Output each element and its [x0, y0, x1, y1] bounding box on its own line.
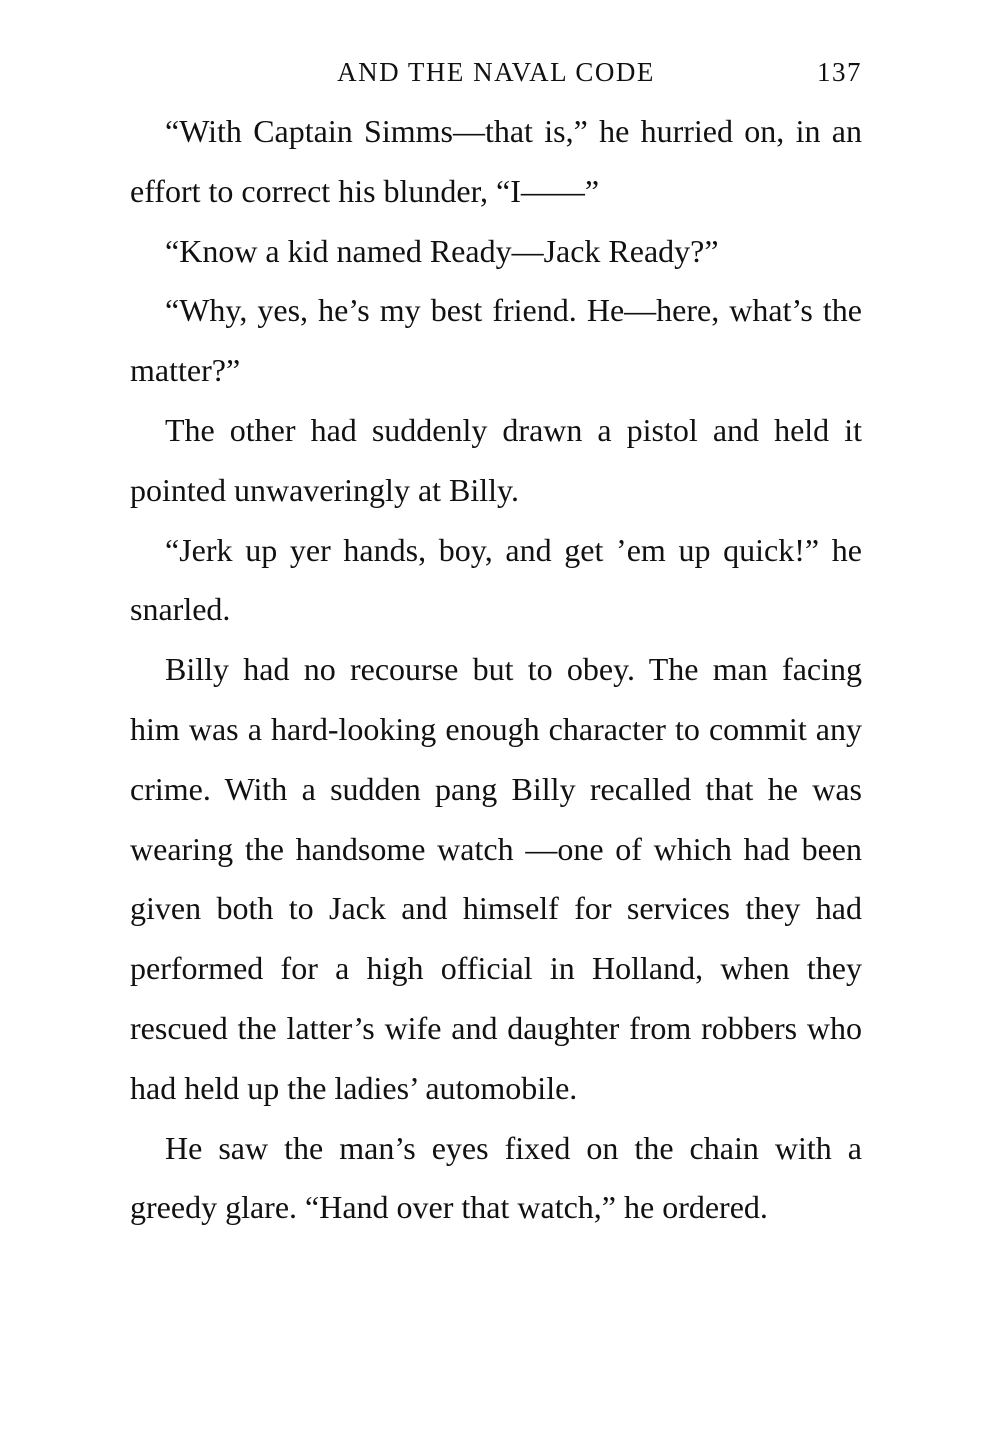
paragraph: “Why, yes, he’s my best friend. He—here, what’s the matter?”	[130, 292, 862, 389]
body-text	[130, 102, 862, 1238]
running-head	[130, 52, 862, 92]
paragraph: “Know a kid named Ready—Jack Ready?”	[165, 232, 719, 269]
paragraph: He saw the man’s eyes fixed on the chain with a greedy glare. “Hand over that watch,” he ordered.	[130, 1129, 862, 1226]
paragraph: “With Captain Simms—that is,” he hurried on, in an effort to correct his blunder, “I——”	[130, 113, 862, 209]
paragraph: “Jerk up yer hands, boy, and get ’em up quick!” he snarled.	[130, 531, 862, 628]
running-title: AND THE NAVAL CODE	[337, 57, 655, 87]
paragraph: The other had suddenly drawn a pistol and held it pointed unwaveringly at Billy.	[130, 411, 862, 508]
page-number: 137	[817, 57, 862, 87]
paragraph: Billy had no recourse but to obey. The man facing him was a hard-looking enough character to commit any crime. With a sudden pang Billy recalled that he was wearing the handsome watch —one of which had been given both to Jack and himself for services they had performed for a high official in Holland, when they rescued the latter’s wife and daughter from robbers who had held up the ladies’ automobile.	[130, 651, 862, 1106]
